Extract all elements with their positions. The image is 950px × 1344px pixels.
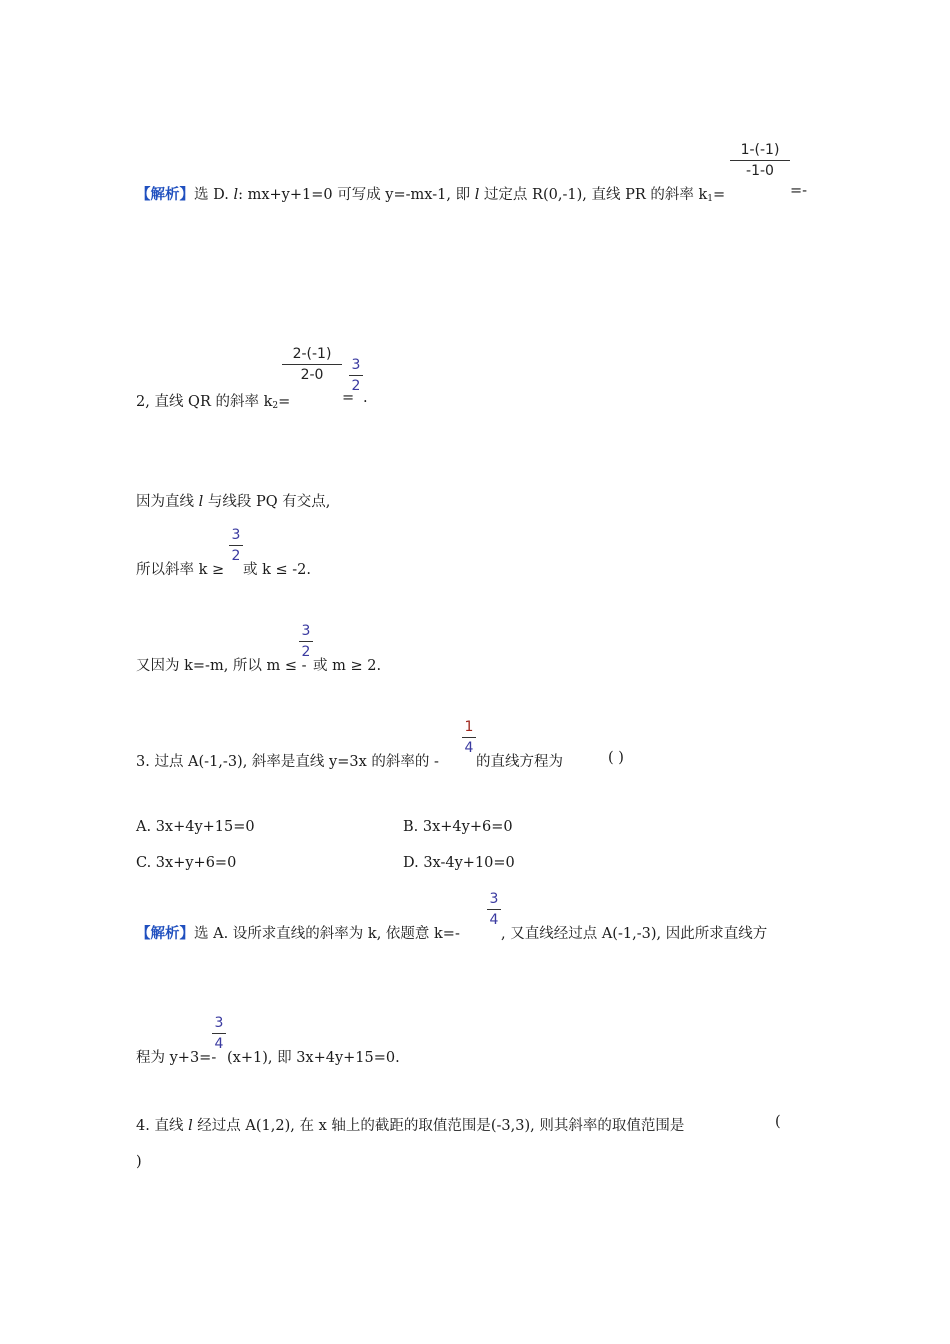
line-l: l [198,494,204,510]
numerator: 3 [231,527,241,543]
k1-numerator: 1-(-1) [740,142,780,158]
line4-fraction [229,526,243,565]
text: : mx+y+1=0 可写成 y=-mx-1, 即 [238,187,475,203]
q3-stem-fraction [462,718,476,757]
text: 4. 直线 [136,1118,189,1134]
text: 又因为 k=-m, 所以 m ≤ - [136,658,307,674]
numerator: 1 [464,719,474,735]
q3-answer-paren: ( ) [608,750,624,766]
q2-line5-end: 或 m ≥ 2. [313,658,382,674]
fraction-bar [462,737,476,738]
q2-line4-end: 或 k ≤ -2. [243,562,311,578]
denominator: 2 [231,548,241,564]
k1-fraction [730,141,790,180]
q3-solution-line1 [136,922,460,943]
text: 3. 过点 A(-1,-3), 斜率是直线 y=3x 的斜率的 - [136,754,439,770]
fraction-bar [349,375,363,376]
q2-solution-line4 [136,558,224,579]
q2-solution-line3 [136,490,330,511]
text: 选 D. [194,187,234,203]
subscript: 1 [707,194,713,204]
line-l: l [233,187,239,203]
line-l: l [474,187,480,203]
text: 因为直线 [136,494,199,510]
line5-fraction [299,622,313,661]
subscript: 2 [272,401,279,411]
text: = [712,187,726,203]
k2-result-fraction [349,356,363,395]
q3-solution-fraction [487,890,501,929]
text: 经过点 A(1,2), 在 x 轴上的截距的取值范围是(-3,3), 则其斜率的取值范围是 [192,1118,685,1134]
q2-solution-line2 [136,390,290,411]
solution-tag: 【解析】 [136,926,194,942]
numerator: 3 [351,357,361,373]
q3-solution2-fraction [212,1014,226,1053]
text: = [278,394,291,410]
fraction-bar [229,545,243,546]
denominator: 4 [464,740,474,756]
q2-solution-line1 [136,183,725,204]
q3-option-a: A. 3x+4y+15=0 [136,819,255,835]
fraction-bar [487,909,501,910]
text: 过定点 R(0,-1), 直线 PR 的斜率 k [479,187,708,203]
q2-line2-end: . [363,390,368,406]
q3-stem-end: 的直线方程为 [476,754,563,770]
q3-option-c: C. 3x+y+6=0 [136,855,237,871]
k2-denominator: 2-0 [300,367,324,383]
denominator: 2 [351,378,361,394]
q4-paren-open: ( [775,1114,781,1130]
q2-solution-line5 [136,654,307,675]
denominator: 2 [301,644,311,660]
denominator: 4 [489,912,499,928]
k2-numerator: 2-(-1) [292,346,332,362]
text: 所以斜率 k ≥ [136,562,225,578]
solution-tag: 【解析】 [136,187,194,203]
denominator: 4 [214,1036,224,1052]
fraction-bar [212,1033,226,1034]
q3-option-d: D. 3x-4y+10=0 [403,855,515,871]
fraction-bar [299,641,313,642]
q3-solution-line2 [136,1046,216,1067]
q4-stem [136,1114,684,1135]
q4-paren-close: ) [136,1154,142,1170]
text: 选 A. 设所求直线的斜率为 k, 依题意 k=- [194,926,460,942]
k1-denominator: -1-0 [746,163,774,179]
numerator: 3 [214,1015,224,1031]
numerator: 3 [301,623,311,639]
fraction-bar [282,364,342,365]
fraction-bar [730,160,790,161]
line-l: l [188,1118,193,1134]
k2-fraction [282,345,342,384]
q3-stem [136,750,439,771]
text: 与线段 PQ 有交点, [203,494,331,510]
q2-line1-end: =- [790,183,808,199]
q3-solution-line1-end: , 又直线经过点 A(-1,-3), 因此所求直线方 [501,926,768,942]
text: 2, 直线 QR 的斜率 k [136,394,273,410]
q3-solution-line2-end: (x+1), 即 3x+4y+15=0. [227,1050,400,1066]
text: 程为 y+3=- [136,1050,217,1066]
numerator: 3 [489,891,499,907]
q3-option-b: B. 3x+4y+6=0 [403,819,513,835]
q2-line2-eq: = [342,390,355,406]
